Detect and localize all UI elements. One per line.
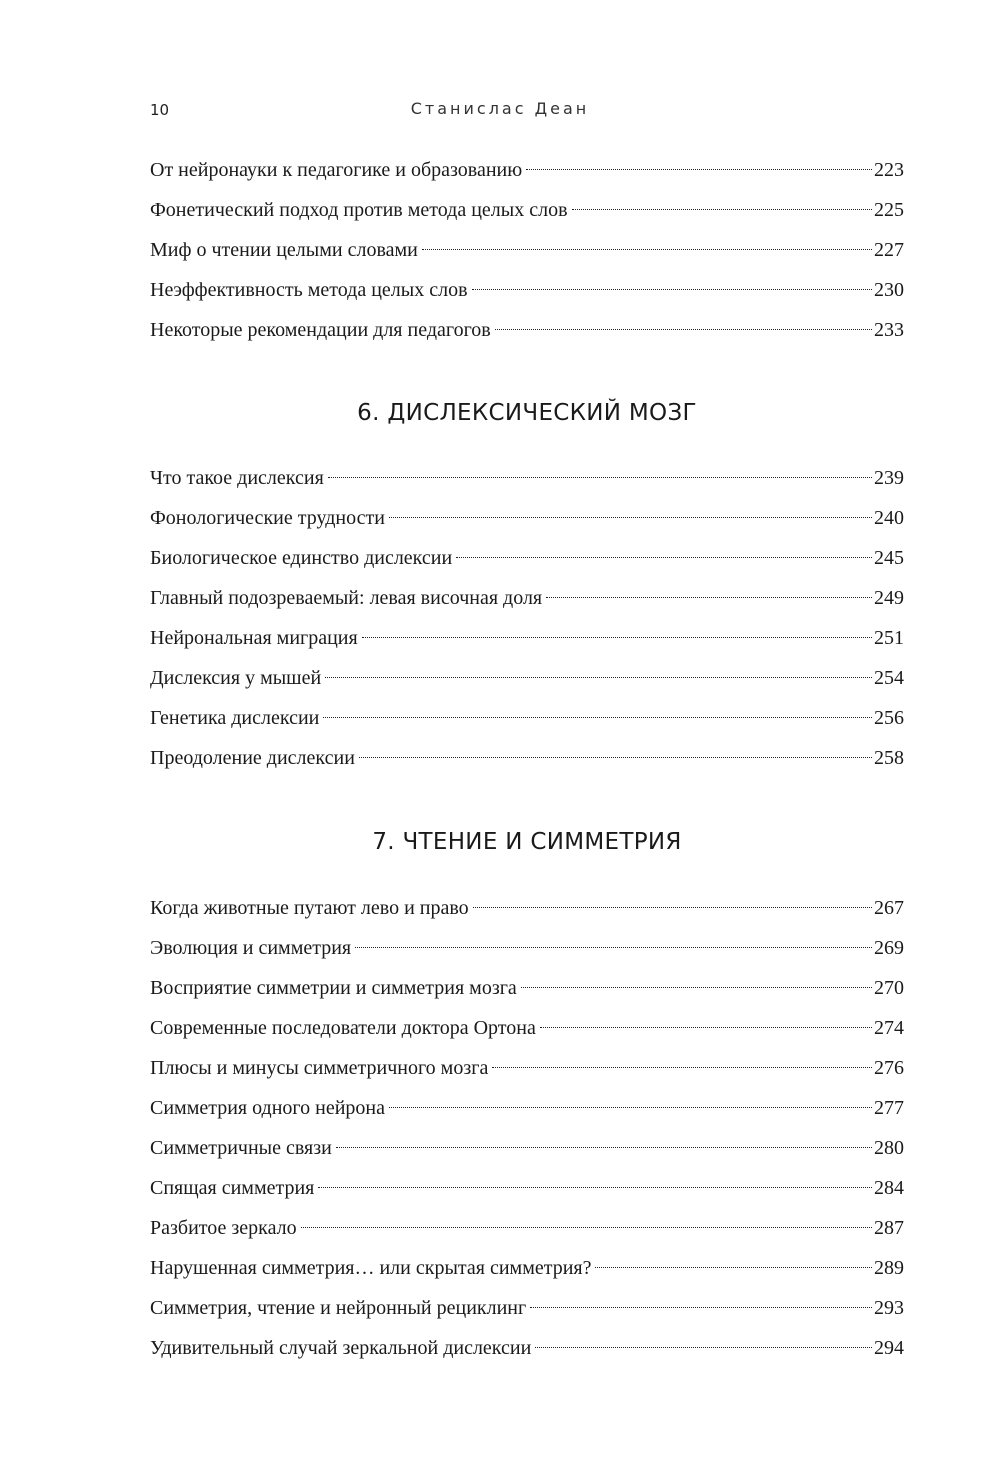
toc-entry-page: 233 (874, 319, 904, 341)
toc-entry[interactable] (150, 578, 904, 618)
toc-entry-page: 227 (874, 239, 904, 261)
toc-entry-title: Плюсы и минусы симметричного мозга (150, 1057, 489, 1079)
leader-dots (325, 677, 872, 678)
toc-entry-page: 284 (874, 1177, 904, 1199)
toc-entry[interactable] (150, 190, 904, 230)
toc-entry-title: Удивительный случай зеркальной дислексии (150, 1337, 532, 1359)
toc-entry-page: 287 (874, 1217, 904, 1239)
running-head: Станислас Деан (410, 99, 590, 118)
leader-dots (535, 1347, 872, 1348)
toc-entry-title: Неэффективность метода целых слов (150, 279, 468, 301)
toc-entry[interactable] (150, 1088, 904, 1128)
leader-dots (572, 209, 872, 210)
toc-entry-page: 274 (874, 1017, 904, 1039)
toc-entry-page: 276 (874, 1057, 904, 1079)
leader-dots (595, 1267, 872, 1268)
toc-entry-title: Эволюция и симметрия (150, 937, 352, 959)
toc-entry-page: 270 (874, 977, 904, 999)
toc-entry-page: 269 (874, 937, 904, 959)
toc-entry-title: Миф о чтении целыми словами (150, 239, 418, 261)
leader-dots (422, 249, 872, 250)
toc-entry[interactable] (150, 1248, 904, 1288)
toc-entry-page: 225 (874, 199, 904, 221)
toc-entry[interactable] (150, 738, 904, 778)
toc-entry-title: Спящая симметрия (150, 1177, 315, 1199)
toc-entry-page: 277 (874, 1097, 904, 1119)
toc-entry-page: 256 (874, 707, 904, 729)
toc-entry[interactable] (150, 1048, 904, 1088)
toc-entry-title: Дислексия у мышей (150, 667, 322, 689)
toc-entry[interactable] (150, 230, 904, 270)
leader-dots (323, 717, 872, 718)
toc-entry[interactable] (150, 1128, 904, 1168)
toc-entry-page: 258 (874, 747, 904, 769)
toc-entry-title: Что такое дислексия (150, 467, 324, 489)
leader-dots (359, 757, 872, 758)
toc-entry-page: 251 (874, 627, 904, 649)
leader-dots (301, 1227, 872, 1228)
toc-entry[interactable] (150, 888, 904, 928)
toc-entry[interactable] (150, 1008, 904, 1048)
leader-dots (540, 1027, 872, 1028)
leader-dots (355, 947, 872, 948)
toc-entry[interactable] (150, 968, 904, 1008)
chapter-heading-7: 7. ЧТЕНИЕ И СИММЕТРИЯ (372, 829, 682, 855)
toc-entry-title: Нейрональная миграция (150, 627, 358, 649)
leader-dots (526, 169, 872, 170)
toc-entry-title: Разбитое зеркало (150, 1217, 297, 1239)
toc-entry-page: 240 (874, 507, 904, 529)
toc-entry-title: Современные последователи доктора Ортона (150, 1017, 536, 1039)
toc-entry[interactable] (150, 1168, 904, 1208)
toc-entry[interactable] (150, 538, 904, 578)
toc-entry[interactable] (150, 928, 904, 968)
toc-entry[interactable] (150, 618, 904, 658)
toc-entry[interactable] (150, 458, 904, 498)
toc-entry-title: Фонологические трудности (150, 507, 385, 529)
leader-dots (472, 289, 872, 290)
toc-entry-title: Симметрия одного нейрона (150, 1097, 385, 1119)
toc-entry-page: 245 (874, 547, 904, 569)
toc-entry-page: 294 (874, 1337, 904, 1359)
toc-entry[interactable] (150, 658, 904, 698)
leader-dots (521, 987, 872, 988)
toc-section-6 (150, 458, 904, 778)
toc-entry-title: Биологическое единство дислексии (150, 547, 453, 569)
toc-entry-page: 289 (874, 1257, 904, 1279)
toc-entry[interactable] (150, 1288, 904, 1328)
toc-entry-title: Симметричные связи (150, 1137, 332, 1159)
toc-entry-page: 267 (874, 897, 904, 919)
toc-entry-title: Генетика дислексии (150, 707, 320, 729)
leader-dots (362, 637, 872, 638)
leader-dots (456, 557, 872, 558)
toc-entry[interactable] (150, 310, 904, 350)
toc-entry-title: Главный подозреваемый: левая височная доля (150, 587, 543, 609)
toc-entry-page: 249 (874, 587, 904, 609)
toc-entry-title: Фонетический подход против метода целых слов (150, 199, 568, 221)
toc-section-7 (150, 888, 904, 1368)
toc-entry-title: Когда животные путают лево и право (150, 897, 469, 919)
leader-dots (495, 329, 872, 330)
toc-entry-page: 280 (874, 1137, 904, 1159)
toc-entry-page: 293 (874, 1297, 904, 1319)
toc-entry[interactable] (150, 270, 904, 310)
toc-entry-title: Симметрия, чтение и нейронный рециклинг (150, 1297, 527, 1319)
toc-entry-title: От нейронауки к педагогике и образованию (150, 159, 523, 181)
toc-entry-page: 239 (874, 467, 904, 489)
toc-entry-page: 254 (874, 667, 904, 689)
toc-entry-title: Преодоление дислексии (150, 747, 355, 769)
toc-entry[interactable] (150, 150, 904, 190)
toc-entry-title: Восприятие симметрии и симметрия мозга (150, 977, 517, 999)
leader-dots (530, 1307, 872, 1308)
leader-dots (336, 1147, 872, 1148)
chapter-heading-6: 6. ДИСЛЕКСИЧЕСКИЙ МОЗГ (357, 400, 697, 426)
toc-entry-page: 230 (874, 279, 904, 301)
toc-entry-page: 223 (874, 159, 904, 181)
toc-entry[interactable] (150, 1208, 904, 1248)
table-of-contents (150, 150, 904, 1368)
leader-dots (473, 907, 872, 908)
toc-entry[interactable] (150, 1328, 904, 1368)
leader-dots (389, 517, 872, 518)
page-number: 10 (150, 101, 170, 119)
leader-dots (492, 1067, 872, 1068)
leader-dots (389, 1107, 872, 1108)
leader-dots (328, 477, 872, 478)
toc-entry-title: Нарушенная симметрия… или скрытая симметрия? (150, 1257, 592, 1279)
toc-entry-title: Некоторые рекомендации для педагогов (150, 319, 491, 341)
leader-dots (546, 597, 872, 598)
toc-entry[interactable] (150, 698, 904, 738)
toc-section-5-continued (150, 150, 904, 350)
leader-dots (318, 1187, 872, 1188)
toc-entry[interactable] (150, 498, 904, 538)
